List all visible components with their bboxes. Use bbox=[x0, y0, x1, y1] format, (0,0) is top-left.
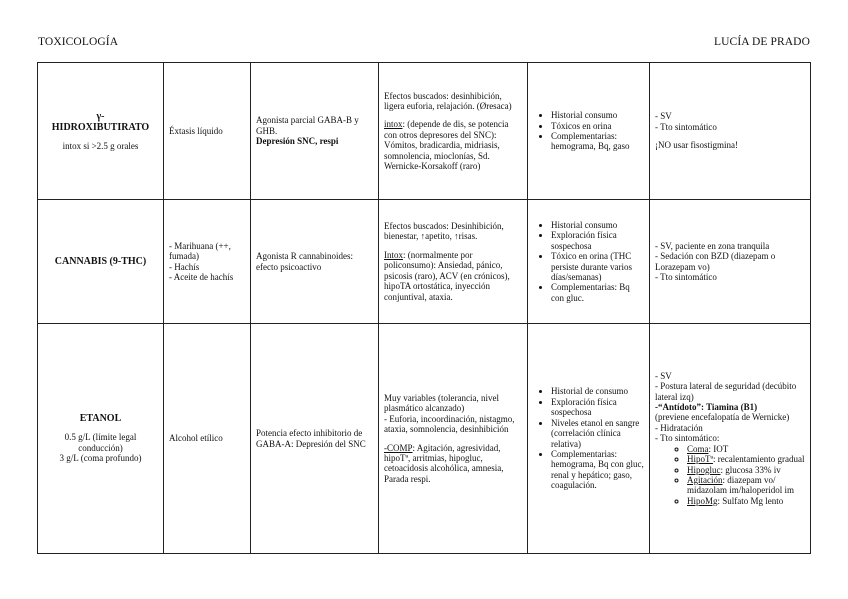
drug-name-cell bbox=[38, 63, 164, 200]
aka-cell bbox=[164, 63, 251, 200]
mechanism-bold: Depresión SNC, respi bbox=[256, 136, 339, 147]
mechanism-cell bbox=[251, 200, 379, 324]
sub-item-label: HipoMg bbox=[687, 495, 718, 506]
sub-item-label: Hipogluc bbox=[687, 464, 721, 475]
sub-item-text: : glucosa 33% iv bbox=[720, 464, 781, 475]
list-item: • Tóxicos en orina bbox=[551, 121, 644, 131]
treatment-cell bbox=[650, 324, 811, 554]
sub-list-item bbox=[687, 465, 805, 475]
treatment-warning: ¡NO usar fisostigmina! bbox=[655, 140, 738, 151]
treatment-line: - Tto sintomático: bbox=[655, 433, 720, 444]
aka-cell bbox=[164, 200, 251, 324]
effects-cell bbox=[379, 63, 528, 200]
intox-text: : (depende de dis, se potencia con otros depresores del SNC): Vómitos, bradicardia, midriasis, somnolencia, mioclonías, Sd. Wernicke-Korsakoff (raro) bbox=[384, 119, 509, 172]
treatment-line: - SV bbox=[655, 111, 672, 122]
mechanism-text: Potencia efecto inhibitorio de GABA-A: Depresión del SNC bbox=[256, 428, 366, 449]
effects-label: Efectos buscados bbox=[384, 90, 447, 101]
sub-item-label: HipoTª bbox=[687, 454, 713, 465]
drug-name-prefix: γ- bbox=[96, 110, 105, 122]
list-item: • Niveles etanol en sangre (correlación clínica relativa) bbox=[551, 418, 644, 449]
sub-list-item bbox=[687, 454, 805, 464]
effects-text: : desinhibición, ligera euforia, relajación. (Øresaca) bbox=[384, 90, 512, 111]
mechanism-text: Agonista R cannabinoides: efecto psicoactivo bbox=[256, 251, 353, 272]
diagnosis-cell bbox=[528, 324, 650, 554]
mechanism-cell bbox=[251, 324, 379, 554]
drug-threshold: 0.5 g/L (límite legal conducción) bbox=[64, 432, 137, 453]
list-item: • Complementarias: Bq con gluc. bbox=[551, 282, 644, 303]
treatment-line: - SV bbox=[655, 370, 672, 381]
list-item: • Historial consumo bbox=[551, 220, 644, 230]
aka-text: Alcohol etílico bbox=[169, 433, 223, 444]
treatment-line: - Postura lateral de seguridad (decúbito lateral izq) bbox=[655, 381, 797, 402]
table-row bbox=[38, 324, 811, 554]
aka-text: Éxtasis líquido bbox=[169, 125, 223, 136]
treatment-cell bbox=[650, 63, 811, 200]
aka-text: - Hachís bbox=[169, 261, 200, 272]
sub-list-item bbox=[687, 475, 805, 496]
mechanism-text: Agonista parcial GABA-B y GHB. bbox=[256, 115, 359, 136]
list-item: • Complementarias: hemograma, Bq, gaso bbox=[551, 131, 644, 152]
drug-threshold: 3 g/L (coma profundo) bbox=[59, 453, 142, 464]
diagnosis-cell bbox=[528, 63, 650, 200]
aka-text: - Marihuana (++, fumada) bbox=[169, 240, 231, 262]
effects-label: Efectos buscados bbox=[384, 221, 447, 232]
drug-name: ETANOL bbox=[79, 413, 122, 425]
intox-label: Intox bbox=[384, 249, 403, 260]
sub-item-text: : Sulfato Mg lento bbox=[717, 495, 784, 506]
list-item: • Historial de consumo bbox=[551, 386, 644, 396]
table-row bbox=[38, 63, 811, 200]
sub-item-label: Coma bbox=[687, 443, 709, 454]
table-row bbox=[38, 200, 811, 324]
drug-name: HIDROXIBUTIRATO bbox=[51, 121, 150, 133]
toxicology-table bbox=[37, 62, 811, 554]
treatment-line: - Hidratación bbox=[655, 422, 703, 433]
aka-text: - Aceite de hachís bbox=[169, 271, 234, 282]
header-subject: TOXICOLOGÍA bbox=[38, 36, 119, 48]
intox-label: intox bbox=[384, 119, 403, 130]
aka-cell bbox=[164, 324, 251, 554]
sub-list-item bbox=[687, 444, 805, 454]
drug-threshold: intox si >2.5 g orales bbox=[62, 140, 139, 151]
drug-name: CANNABIS (9-THC) bbox=[54, 256, 147, 267]
effects-text: : Desinhibición, bienestar, ↑apetito, ↑risas. bbox=[384, 221, 504, 242]
sub-item-text: : diazepam vo/ midazolam im/haloperidol im bbox=[687, 474, 794, 496]
effects-list-item: - Euforia, incoordinación, nistagmo, ataxia, somnolencia, desinhibición bbox=[384, 413, 515, 435]
sub-list-item bbox=[687, 496, 805, 506]
mechanism-cell bbox=[251, 63, 379, 200]
treatment-line: - Tto sintomático bbox=[655, 121, 717, 132]
header-author: LUCÍA DE PRADO bbox=[714, 36, 810, 48]
effects-cell bbox=[379, 200, 528, 324]
effects-cell bbox=[379, 324, 528, 554]
sub-item-text: : IOT bbox=[708, 443, 729, 454]
diagnosis-cell bbox=[528, 200, 650, 324]
intox-text: : (normalmente por policonsumo): Ansiedad, pánico, psicosis (raro), ACV (en crónicos), hipoTA ortostática, inyección conjuntival, ataxia. bbox=[384, 249, 510, 302]
drug-name-cell bbox=[38, 200, 164, 324]
treatment-line: - Sedación con BZD (diazepam o Lorazepam vo) bbox=[655, 251, 776, 272]
antidote-label: -“Antídoto”: Tiamina (B1) bbox=[655, 402, 758, 413]
sub-item-label: Agitación bbox=[687, 474, 723, 485]
treatment-line: - Tto sintomático bbox=[655, 271, 717, 282]
comp-label: -COMP bbox=[384, 442, 413, 453]
effects-text: Muy variables (tolerancia, nivel plasmático alcanzado) bbox=[384, 392, 499, 414]
list-item: • Tóxico en orina (THC persiste durante varios días/semanas) bbox=[551, 251, 644, 282]
comp-text: : Agitación, agresividad, hipoTª, arritmias, hipogluc, cetoacidosis alcohólica, amnesia, Parada respi. bbox=[384, 442, 504, 484]
list-item: • Complementarias: hemograma, Bq con gluc, renal y hepático; gaso, coagulación. bbox=[551, 449, 644, 491]
list-item: • Exploración física sospechosa bbox=[551, 230, 644, 251]
list-item: • Historial consumo bbox=[551, 110, 644, 120]
treatment-cell bbox=[650, 200, 811, 324]
sub-item-text: : recalentamiento gradual bbox=[712, 454, 805, 465]
list-item: • Exploración física sospechosa bbox=[551, 397, 644, 418]
treatment-line: - SV, paciente en zona tranquila bbox=[655, 240, 770, 251]
drug-name-cell bbox=[38, 324, 164, 554]
antidote-note: (previene encefalopatía de Wernicke) bbox=[655, 412, 790, 423]
